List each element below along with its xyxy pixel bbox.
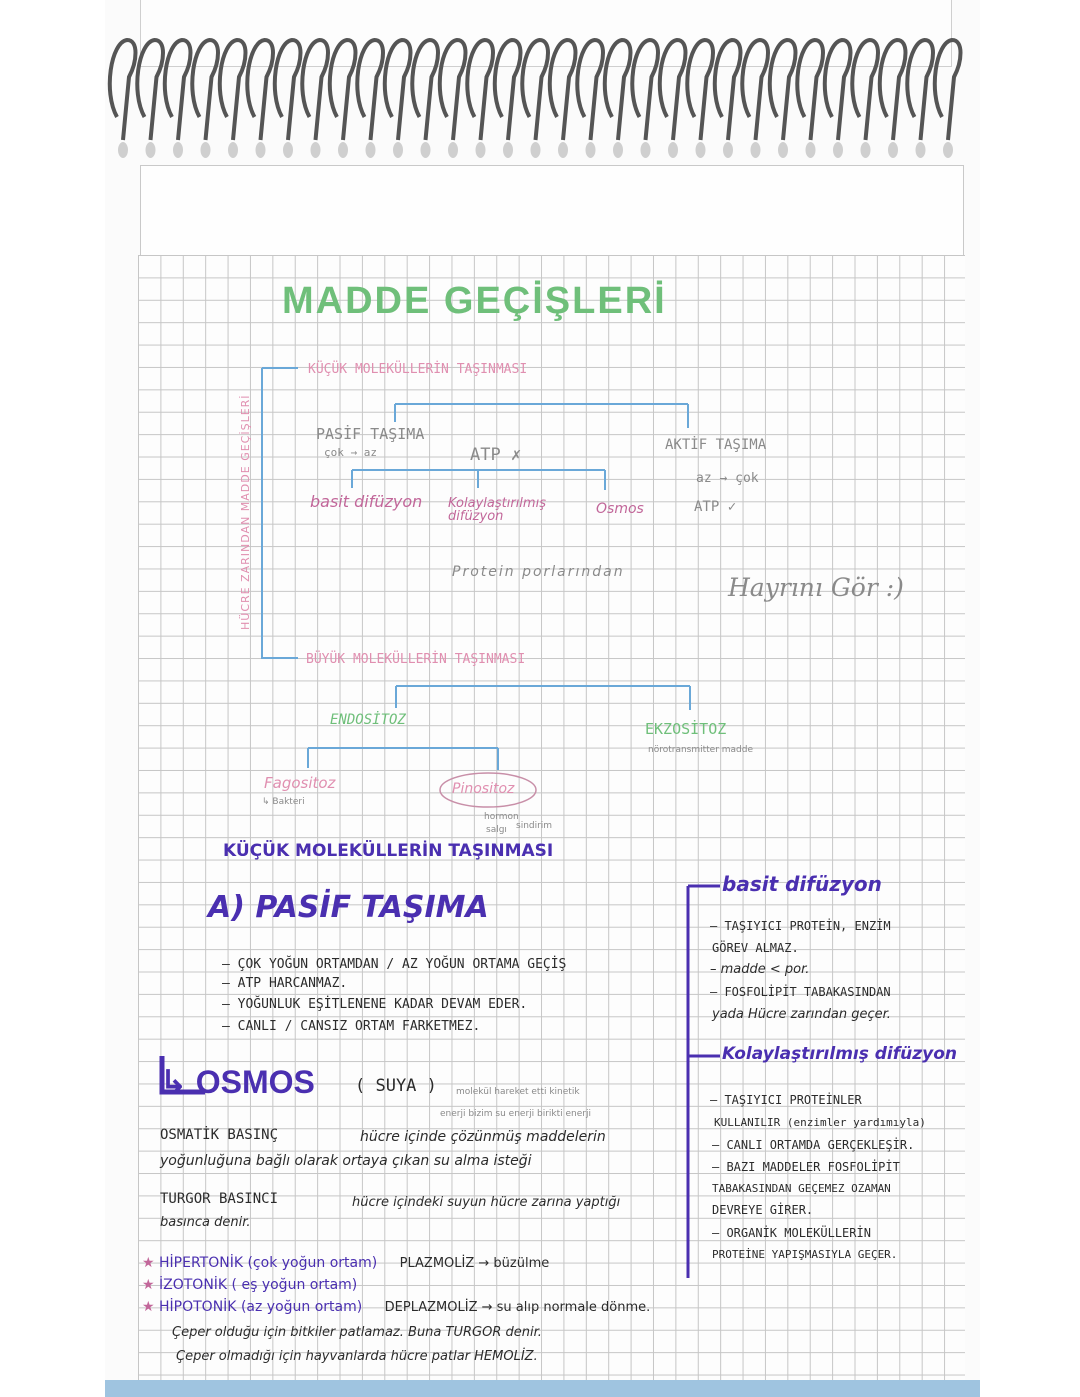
turgor-label: TURGOR BASINCI: [160, 1191, 279, 1207]
kolay-difuzyon-node: Kolaylaştırılmış difüzyon: [448, 496, 546, 524]
osmotik-text-1: hücre içinde çözünmüş maddelerin: [360, 1129, 606, 1145]
kolay-line-7: – ORGANİK MOLEKÜLLERİN: [712, 1226, 871, 1240]
tonicity-note-2: Çeper olmadığı için hayvanlarda hücre patlar HEMOLİZ.: [176, 1349, 538, 1364]
kolay-line-2: KULLANILIR (enzimler yardımıyla): [714, 1116, 926, 1129]
hipertonik-result: PLAZMOLİZ → büzülme: [399, 1256, 550, 1271]
pinositoz-node: Pinositoz: [452, 781, 515, 797]
basit-line-5: yada Hücre zarından geçer.: [712, 1007, 891, 1022]
basit-line-1: – TAŞIYICI PROTEİN, ENZİM: [710, 919, 891, 933]
kolay-line-1: – TAŞIYICI PROTEİNLER: [710, 1093, 862, 1107]
kolay-line-5: TABAKASINDAN GEÇEMEZ OZAMAN: [712, 1182, 891, 1195]
large-branch-label: BÜYÜK MOLEKÜLLERİN TAŞINMASI: [306, 652, 526, 667]
small-branch-label: KÜÇÜK MOLEKÜLLERİN TAŞINMASI: [308, 362, 528, 377]
aktif-atp: ATP ✓: [694, 499, 737, 515]
osmos-heading: ↳ OSMOS: [160, 1064, 315, 1100]
aktif-note: az → çok: [696, 471, 759, 486]
star-icon: ★: [142, 1255, 155, 1271]
kolay-line-8: PROTEİNE YAPIŞMASIYLA GEÇER.: [712, 1248, 898, 1261]
osmos-note-1: molekül hareket etti kinetik: [456, 1087, 580, 1097]
kolay-difuzyon-heading: Kolaylaştırılmış difüzyon: [722, 1044, 958, 1064]
pasif-heading: A) PASİF TAŞIMA: [208, 890, 489, 925]
pinositoz-note-2: salgı: [486, 825, 507, 835]
pasif-bullet-4: – CANLI / CANSIZ ORTAM FARKETMEZ.: [222, 1019, 481, 1034]
pasif-note: çok → az: [324, 446, 377, 459]
basit-difuzyon-node: basit difüzyon: [310, 492, 423, 511]
main-bracket-line: [262, 368, 298, 658]
basit-line-4: – FOSFOLİPİT TABAKASINDAN: [710, 985, 891, 999]
signature: Hayrını Gör :): [728, 573, 904, 602]
osmos-node: Osmos: [596, 501, 644, 517]
aktif-label: AKTİF TAŞIMA: [665, 437, 767, 453]
pasif-label: PASİF TAŞIMA: [316, 425, 425, 443]
kolay-line-4: – BAZI MADDELER FOSFOLİPİT: [712, 1160, 900, 1174]
hipertonik-label: HİPERTONİK (çok yoğun ortam): [159, 1255, 378, 1271]
basit-line-3: – madde < por.: [710, 962, 810, 977]
turgor-text-2: basınca denir.: [160, 1215, 251, 1230]
ekzositoz-note: nörotransmitter madde: [648, 745, 754, 755]
endositoz-node: ENDOSİTOZ: [330, 712, 406, 728]
pasif-bullet-1: – ÇOK YOĞUN ORTAMDAN / AZ YOĞUN ORTAMA GEÇİŞ: [222, 957, 567, 972]
page-title: MADDE GEÇİŞLERİ: [282, 280, 667, 322]
basit-line-2: GÖREV ALMAZ.: [712, 941, 799, 955]
osmotik-label: OSMATİK BASINÇ: [160, 1127, 279, 1143]
izotonik-label: İZOTONİK ( eş yoğun ortam): [159, 1277, 358, 1293]
tonicity-row-1: [142, 1256, 549, 1270]
osmos-note-2: enerji bizim su enerji birikti enerji: [440, 1109, 591, 1119]
pasif-atp: ATP ✗: [470, 445, 522, 465]
pinositoz-note-1: hormon: [484, 812, 519, 822]
section-heading: KÜÇÜK MOLEKÜLLERİN TAŞINMASI: [223, 841, 554, 861]
tonicity-note-1: Çeper olduğu için bitkiler patlamaz. Buna TURGOR denir.: [172, 1325, 542, 1340]
fagositoz-node: Fagositoz: [264, 774, 336, 792]
tonicity-row-2: [142, 1278, 357, 1292]
kolay-line-3: – CANLI ORTAMDA GERÇEKLEŞİR.: [712, 1138, 915, 1152]
pasif-bullet-3: – YOĞUNLUK EŞİTLENENE KADAR DEVAM EDER.: [222, 997, 528, 1012]
osmos-paren: ( SUYA ): [355, 1076, 437, 1096]
osmotik-text-2: yoğunluğuna bağlı olarak ortaya çıkan su alma isteği: [160, 1153, 532, 1169]
protein-note: Protein porlarından: [452, 564, 625, 580]
turgor-text-1: hücre içindeki suyun hücre zarına yaptığı: [352, 1195, 621, 1210]
ekzositoz-node: EKZOSİTOZ: [645, 720, 727, 738]
kolay-line-6: DEVREYE GİRER.: [712, 1203, 814, 1217]
tonicity-row-3: [142, 1300, 650, 1314]
side-label: HÜCRE ZARINDAN MADDE GEÇİŞLERİ: [239, 394, 252, 630]
basit-difuzyon-heading: basit difüzyon: [722, 872, 882, 896]
hipotonik-label: HİPOTONİK (az yoğun ortam): [159, 1299, 363, 1315]
hipotonik-result: DEPLAZMOLİZ → su alıp normale dönme.: [384, 1300, 651, 1315]
pasif-bullet-2: – ATP HARCANMAZ.: [222, 976, 348, 991]
pinositoz-note-3: sindirim: [516, 821, 553, 831]
fagositoz-note: ↳ Bakteri: [262, 797, 305, 807]
star-icon: ★: [142, 1299, 155, 1315]
star-icon: ★: [142, 1277, 155, 1293]
